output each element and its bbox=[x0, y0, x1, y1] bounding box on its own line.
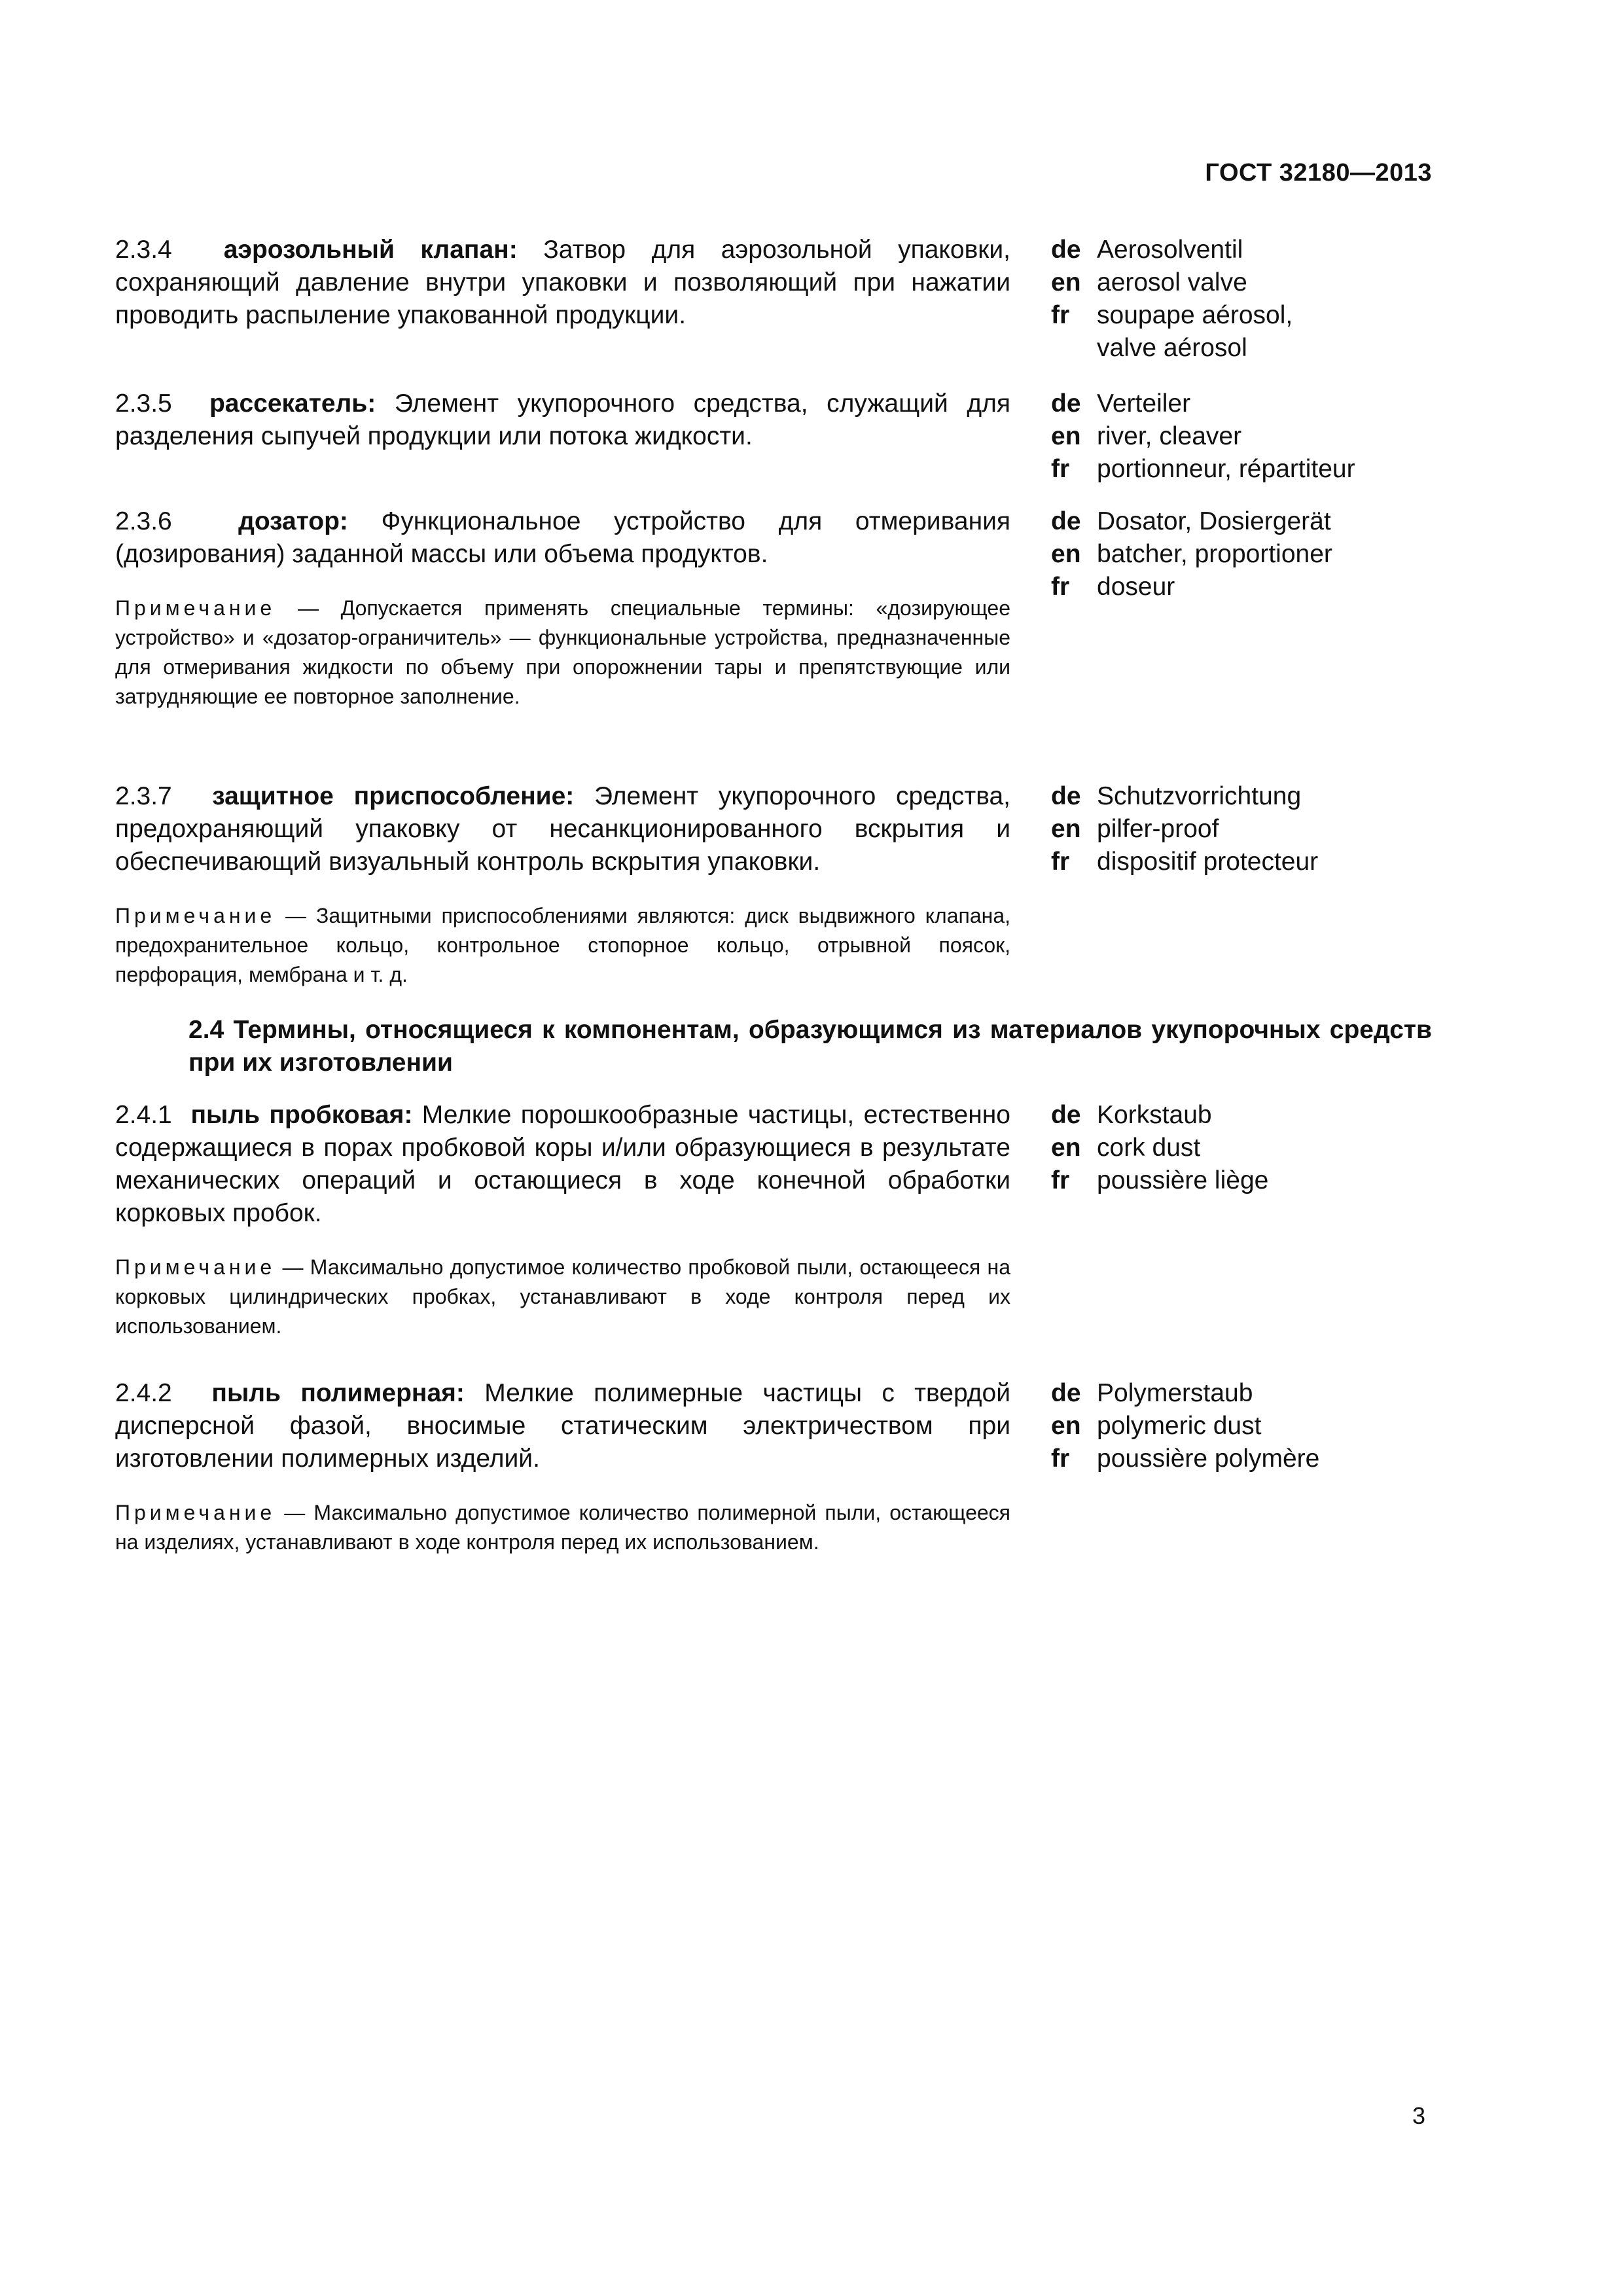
lang-code: fr bbox=[1051, 1166, 1070, 1194]
lang-term: batcher, proportioner bbox=[1097, 540, 1332, 568]
lang-term: poussière polymère bbox=[1097, 1444, 1320, 1473]
lang-code: de bbox=[1051, 1101, 1081, 1129]
lang-term: cork dust bbox=[1097, 1134, 1201, 1162]
note-label: Примечание bbox=[115, 1255, 276, 1279]
note-label: Примечание bbox=[115, 904, 276, 927]
lang-term: doseur bbox=[1097, 573, 1175, 601]
entry-term: пыль полимерная: bbox=[211, 1379, 465, 1407]
entry-definition-block bbox=[115, 780, 1010, 878]
equivalent-fr bbox=[1051, 1443, 1418, 1475]
equivalent-en bbox=[1051, 1132, 1418, 1164]
equivalent-en bbox=[1051, 538, 1418, 571]
lang-term: Schutzvorrichtung bbox=[1097, 782, 1302, 810]
entry-number: 2.3.5 bbox=[115, 389, 172, 418]
entry-definition-block bbox=[115, 1377, 1010, 1475]
lang-term: dispositif protecteur bbox=[1097, 848, 1319, 876]
equivalent-de bbox=[1051, 387, 1418, 420]
lang-code: en bbox=[1051, 1134, 1081, 1162]
entry-number: 2.3.7 bbox=[115, 782, 172, 810]
note-text: — Максимально допустимое количество полимерной пыли, остающееся на изделиях, устанавливают в ходе контроля перед их использованием. bbox=[115, 1501, 1010, 1554]
entry-definition: Элемент укупорочного средства, предохраняющий упаковку от несанкционированного вскрытия и обеспечивающий визуальный контроль вскрытия упаковки. bbox=[115, 782, 1010, 876]
note-label: Примечание bbox=[115, 1501, 276, 1524]
equivalent-en bbox=[1051, 266, 1418, 299]
lang-code: de bbox=[1051, 507, 1081, 535]
entry-definition-block bbox=[115, 1099, 1010, 1230]
term-entry-2-4-1 bbox=[115, 1099, 1432, 1377]
lang-code: en bbox=[1051, 268, 1081, 296]
lang-code: de bbox=[1051, 782, 1081, 810]
lang-term: Korkstaub bbox=[1097, 1101, 1212, 1129]
entry-number: 2.3.6 bbox=[115, 507, 172, 535]
equivalents-list bbox=[1051, 234, 1418, 365]
lang-code: en bbox=[1051, 1412, 1081, 1440]
entry-definition: Элемент укупорочного средства, служащий для разделения сыпучей продукции или потока жидкости. bbox=[115, 389, 1011, 450]
entry-definition: Функциональное устройство для отмеривания (дозирования) заданной массы или объема продуктов. bbox=[115, 507, 1011, 568]
equivalent-en bbox=[1051, 813, 1418, 846]
entry-note bbox=[115, 1253, 1010, 1341]
entry-term: рассекатель: bbox=[209, 389, 376, 418]
entry-number: 2.4.1 bbox=[115, 1101, 172, 1129]
term-entry-2-3-7 bbox=[115, 780, 1432, 997]
note-text: — Максимально допустимое количество пробковой пыли, остающееся на корковых цилиндрических пробках, устанавливают в ходе контроля перед их использованием. bbox=[115, 1255, 1011, 1338]
term-entry-2-3-4 bbox=[115, 234, 1432, 387]
lang-code: fr bbox=[1051, 573, 1070, 601]
lang-code: fr bbox=[1051, 1444, 1070, 1473]
lang-code: en bbox=[1051, 815, 1081, 843]
entry-note bbox=[115, 594, 1010, 711]
entry-term: пыль пробковая: bbox=[190, 1101, 413, 1129]
entry-definition-block bbox=[115, 234, 1010, 332]
entry-definition: Мелкие порошкообразные частицы, естественно содержащиеся в порах пробковой коры и/или образующиеся в результате механических операций и остающиеся в ходе конечной обработки корковых пробок. bbox=[115, 1101, 1010, 1227]
lang-term: Polymerstaub bbox=[1097, 1379, 1253, 1407]
note-label: Примечание bbox=[115, 596, 276, 620]
lang-term: portionneur, répartiteur bbox=[1097, 455, 1355, 483]
term-entry-2-3-6 bbox=[115, 505, 1432, 780]
entry-definition: Мелкие полимерные частицы с твердой дисперсной фазой, вносимые статическим электричеством при изготовлении полимерных изделий. bbox=[115, 1379, 1011, 1473]
lang-term: polymeric dust bbox=[1097, 1412, 1262, 1440]
section-heading-2-4: 2.4 Термины, относящиеся к компонентам, образующимся из материалов укупорочных средств при их изготовлении bbox=[188, 1016, 1432, 1077]
entry-definition-block bbox=[115, 387, 1010, 453]
equivalents-list bbox=[1051, 505, 1418, 603]
entry-term: аэрозольный клапан: bbox=[223, 236, 518, 264]
equivalent-de bbox=[1051, 505, 1418, 538]
equivalents-list bbox=[1051, 1099, 1418, 1197]
equivalent-de bbox=[1051, 1099, 1418, 1132]
equivalent-fr bbox=[1051, 1164, 1418, 1197]
lang-term: poussière liège bbox=[1097, 1166, 1269, 1194]
lang-term: river, cleaver bbox=[1097, 422, 1242, 450]
lang-code: de bbox=[1051, 389, 1081, 418]
equivalent-de bbox=[1051, 780, 1418, 813]
note-text: — Допускается применять специальные термины: «дозирующее устройство» и «дозатор-ограничитель» — функциональные устройства, предназначенные для отмеривания жидкости по объему при опорожнении тары и препятствующие или затрудняющие ее повторное заполнение. bbox=[115, 596, 1011, 708]
lang-term: pilfer-proof bbox=[1097, 815, 1219, 843]
lang-code: fr bbox=[1051, 301, 1070, 329]
equivalents-list bbox=[1051, 1377, 1418, 1475]
entry-note bbox=[115, 901, 1010, 990]
equivalent-de bbox=[1051, 234, 1418, 266]
equivalent-fr bbox=[1051, 571, 1418, 603]
lang-term: soupape aérosol, valve aérosol bbox=[1097, 301, 1293, 362]
equivalent-fr bbox=[1051, 299, 1418, 365]
equivalent-fr bbox=[1051, 846, 1418, 878]
term-entry-2-3-5 bbox=[115, 387, 1432, 505]
lang-code: fr bbox=[1051, 848, 1070, 876]
lang-term: Aerosolventil bbox=[1097, 236, 1243, 264]
equivalent-fr bbox=[1051, 453, 1418, 486]
entry-definition-block bbox=[115, 505, 1010, 571]
equivalent-en bbox=[1051, 420, 1418, 453]
lang-code: en bbox=[1051, 422, 1081, 450]
entry-term: дозатор: bbox=[238, 507, 348, 535]
entry-definition: Затвор для аэрозольной упаковки, сохраняющий давление внутри упаковки и позволяющий при нажатии проводить распыление упакованной продукции. bbox=[115, 236, 1010, 329]
equivalents-list bbox=[1051, 387, 1418, 486]
page-content bbox=[115, 234, 1432, 1593]
lang-code: en bbox=[1051, 540, 1081, 568]
equivalents-list bbox=[1051, 780, 1418, 878]
note-text: — Защитными приспособлениями являются: диск выдвижного клапана, предохранительное кольцо, контрольное стопорное кольцо, отрывной поясок, перфорация, мембрана и т. д. bbox=[115, 904, 1011, 986]
entry-term: защитное приспособление: bbox=[212, 782, 575, 810]
document-id-header: ГОСТ 32180—2013 bbox=[1205, 159, 1432, 187]
entry-note bbox=[115, 1498, 1010, 1557]
lang-code: de bbox=[1051, 236, 1081, 264]
term-entry-2-4-2 bbox=[115, 1377, 1432, 1593]
page-number: 3 bbox=[1412, 2102, 1425, 2129]
entry-number: 2.3.4 bbox=[115, 236, 172, 264]
lang-term: Verteiler bbox=[1097, 389, 1191, 418]
entry-number: 2.4.2 bbox=[115, 1379, 172, 1407]
lang-term: Dosator, Dosiergerät bbox=[1097, 507, 1331, 535]
lang-code: fr bbox=[1051, 455, 1070, 483]
lang-code: de bbox=[1051, 1379, 1081, 1407]
lang-term: aerosol valve bbox=[1097, 268, 1247, 296]
equivalent-de bbox=[1051, 1377, 1418, 1410]
equivalent-en bbox=[1051, 1410, 1418, 1443]
